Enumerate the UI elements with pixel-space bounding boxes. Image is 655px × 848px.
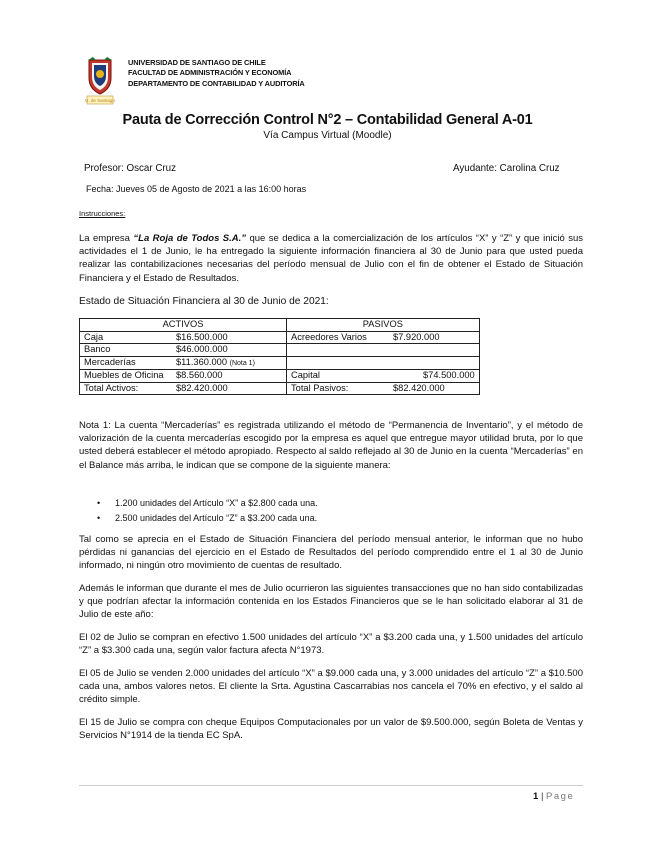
activo-label: Caja — [80, 331, 173, 344]
list-item: • 2.500 unidades del Artículo “Z” a $3.200 cada una. — [97, 511, 318, 526]
balance-header-row — [80, 319, 480, 332]
pasivo-value: $74.500.000 — [389, 370, 479, 383]
date-line: Fecha: Jueves 05 de Agosto de 2021 a las 16:00 horas — [86, 184, 307, 194]
intro-paragraph — [79, 232, 583, 285]
page-label: Page — [546, 791, 575, 802]
intro-before: La empresa — [79, 233, 134, 244]
table-row — [80, 344, 480, 357]
paragraph-july-05: El 05 de Julio se venden 2.000 unidades del artículo “X” a $9.000 cada una, y 3.000 unidades del artículo “Z” a $10.500 cada una, ambos valores netos. El cliente la Srta. Agustina Cascarrabias nos cancela el 70% en efectivo, y el saldo al crédito simple. — [79, 668, 583, 706]
page-number — [533, 791, 574, 802]
inventory-list — [97, 496, 318, 525]
activo-value: $16.500.000 — [172, 331, 287, 344]
table-row — [80, 331, 480, 344]
professor-line: Profesor: Oscar Cruz — [84, 163, 177, 174]
nota-tag: (Nota 1) — [229, 359, 255, 367]
pasivo-label: Total Pasivos: — [287, 382, 390, 395]
activo-value: $11.360.000 (Nota 1) — [172, 356, 287, 370]
paragraph-tal-como: Tal como se aprecia en el Estado de Situación Financiera del período mensual anterior, le informan que no hubo pérdidas ni ganancias del ejercicio en el Estado de Resultados del período comprendido entre el 1 al 30 de Junio informado, ni ningún otro movimiento de cuentas de resultado. — [79, 534, 583, 572]
list-item: • 1.200 unidades del Artículo “X” a $2.800 cada una. — [97, 496, 318, 511]
activo-value: $8.560.000 — [172, 370, 287, 383]
nota1-paragraph: Nota 1: La cuenta “Mercaderías” es registrada utilizando el método de “Permanencia de Inventario”, y el método de valorización de la cuenta mercaderías escogido por la empresa es aquel que entregue mayor utilidad bruta, por lo que usted deberá establecer el método apropiado. Respecto al saldo reflejado al 30 de Junio en la cuenta “Mercaderías” en el Balance más arriba, le indican que se compone de la siguiente manera: — [79, 420, 583, 471]
pasivo-label — [287, 356, 390, 370]
footer-divider — [79, 785, 583, 786]
table-row — [80, 382, 480, 395]
university-name: UNIVERSIDAD DE SANTIAGO DE CHILE — [128, 58, 266, 67]
instructions-label: Instrucciones: — [79, 209, 126, 218]
pasivos-header: PASIVOS — [287, 319, 480, 332]
activo-value: $46.000.000 — [172, 344, 287, 357]
university-logo — [84, 56, 116, 106]
page-separator: | — [540, 791, 544, 802]
document-subtitle: Vía Campus Virtual (Moodle) — [263, 130, 392, 141]
table-row — [80, 356, 480, 370]
svg-text:U. de Santiago: U. de Santiago — [85, 98, 115, 103]
activo-label: Mercaderías — [80, 356, 173, 370]
balance-table — [79, 318, 480, 395]
pasivo-label: Acreedores Varios — [287, 331, 390, 344]
institution-header — [128, 58, 305, 89]
pasivo-label: Capital — [287, 370, 390, 383]
faculty-name: FACULTAD DE ADMINISTRACIÓN Y ECONOMÍA — [128, 68, 292, 78]
pasivo-value: $7.920.000 — [389, 331, 479, 344]
pasivo-value — [389, 344, 479, 357]
pasivo-label — [287, 344, 390, 357]
pasivo-value: $82.420.000 — [389, 382, 479, 395]
activo-label: Total Activos: — [80, 382, 173, 395]
activo-label: Muebles de Oficina — [80, 370, 173, 383]
assistant-line: Ayudante: Carolina Cruz — [453, 163, 560, 174]
pasivo-value — [389, 356, 479, 370]
company-name: “La Roja de Todos S.A.” — [133, 233, 247, 244]
document-title: Pauta de Corrección Control N°2 – Contabilidad General A-01 — [122, 112, 533, 128]
intro-after: que se dedica a la comercialización de los artículos “X” y “Z” y que inició sus actividades el 1 de Junio, le ha entregado la siguiente información financiera al 30 de Junio para que usted pueda realizar las contabilizaciones necesarias del período mensual de Julio con el fin de obtener el Estado de Situación Financiera y el Estado de Resultados. — [79, 233, 584, 284]
paragraph-july-15: El 15 de Julio se compra con cheque Equipos Computacionales por un valor de $9.500.000, según Boleta de Ventas y Servicios N°1914 de la tienda EC SpA. — [79, 717, 583, 742]
activo-value: $82.420.000 — [172, 382, 287, 395]
page-number-value: 1 — [533, 791, 539, 802]
activos-header: ACTIVOS — [80, 319, 287, 332]
department-name: DEPARTAMENTO DE CONTABILIDAD Y AUDITORÍA — [128, 78, 305, 88]
activo-label: Banco — [80, 344, 173, 357]
balance-title: Estado de Situación Financiera al 30 de Junio de 2021: — [79, 296, 329, 307]
paragraph-ademas: Además le informan que durante el mes de Julio ocurrieron las siguientes transacciones que no han sido contabilizadas y que podrían afectar la información contenida en los Estados Financieros que se le han solicitado elaborar al 31 de Julio de este año: — [79, 583, 583, 621]
paragraph-july-02: El 02 de Julio se compran en efectivo 1.500 unidades del artículo “X” a $3.200 cada una, y 1.500 unidades del artículo “Z” a $3.300 cada una, según valor factura afecta N°1973. — [79, 632, 583, 657]
table-row — [80, 370, 480, 383]
